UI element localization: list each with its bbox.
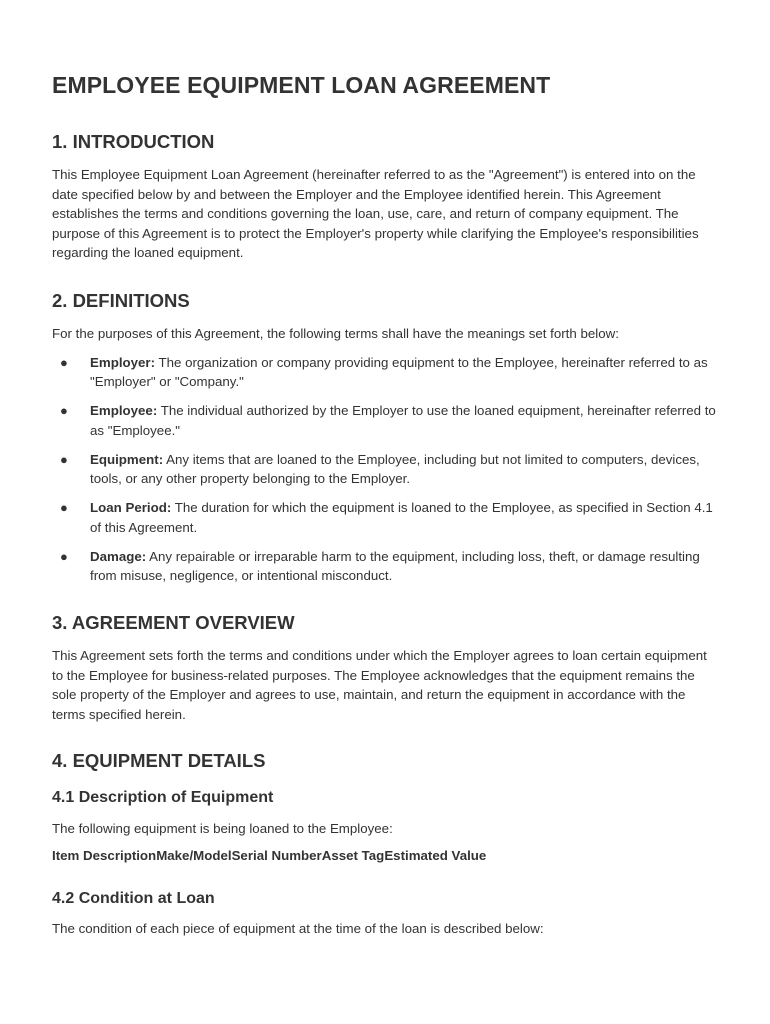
document-page	[52, 68, 720, 938]
definition-term: Employer:	[90, 354, 156, 370]
definition-term: Damage:	[90, 548, 147, 564]
section-body: This Employee Equipment Loan Agreement (hereinafter referred to as the "Agreement") is entered into on the date specified below by and between the Employer and the Employee identified herein. This Agreement establishes the terms and conditions governing the loan, use, care, and return of company equipment. The purpose of this Agreement is to protect the Employer's property while clarifying the Employee's responsibilities regarding the loaned equipment.	[52, 167, 699, 261]
bullet-icon: ●	[60, 451, 68, 467]
section-heading: 4. EQUIPMENT DETAILS	[52, 750, 266, 772]
section-heading: 3. AGREEMENT OVERVIEW	[52, 612, 295, 634]
section-lead: For the purposes of this Agreement, the following terms shall have the meanings set forth below:	[52, 325, 619, 341]
list-item	[52, 498, 720, 537]
equipment-table-header	[52, 846, 720, 866]
column-header: Make/Model	[156, 848, 232, 864]
document-title: EMPLOYEE EQUIPMENT LOAN AGREEMENT	[52, 72, 551, 98]
definition-text: The organization or company providing equipment to the Employee, hereinafter referred to as "Employer" or "Company."	[90, 354, 708, 390]
definition-text: Any items that are loaned to the Employee, including but not limited to computers, devices, tools, or any other property belonging to the Employer.	[90, 451, 700, 487]
definition-term: Employee:	[90, 403, 158, 419]
section-heading: 2. DEFINITIONS	[52, 289, 190, 311]
list-item	[52, 353, 720, 392]
column-header: Serial Number	[231, 848, 322, 864]
section-definitions	[52, 288, 720, 586]
section-body: This Agreement sets forth the terms and conditions under which the Employer agrees to loan certain equipment to the Employee for business-related purposes. The Employee acknowledges that the equipment remains the sole property of the Employer and agrees to use, maintain, and return the equipment in accordance with the terms specified herein.	[52, 648, 707, 722]
subsection-lead: The following equipment is being loaned to the Employee:	[52, 821, 393, 837]
bullet-icon: ●	[60, 548, 68, 564]
definition-term: Equipment:	[90, 451, 164, 467]
section-equipment-details	[52, 748, 720, 938]
section-agreement-overview	[52, 610, 720, 724]
definition-text: Any repairable or irreparable harm to the equipment, including loss, theft, or damage resulting from misuse, negligence, or intentional misconduct.	[90, 548, 700, 584]
list-item	[52, 547, 720, 586]
subsection-heading: 4.1 Description of Equipment	[52, 789, 274, 807]
definitions-list	[52, 353, 720, 587]
subsection-heading: 4.2 Condition at Loan	[52, 889, 215, 907]
bullet-icon: ●	[60, 403, 68, 419]
section-introduction	[52, 129, 720, 263]
list-item	[52, 401, 720, 440]
column-header: Estimated Value	[384, 848, 487, 864]
section-heading: 1. INTRODUCTION	[52, 131, 215, 152]
column-header: Item Description	[52, 848, 157, 864]
bullet-icon: ●	[60, 354, 68, 370]
subsection-condition	[52, 888, 720, 939]
definition-term: Loan Period:	[90, 500, 172, 516]
bullet-icon: ●	[60, 500, 68, 516]
column-header: Asset Tag	[321, 848, 385, 864]
list-item	[52, 450, 720, 489]
definition-text: The duration for which the equipment is loaned to the Employee, as specified in Section 4.1 of this Agreement.	[90, 500, 713, 535]
subsection-lead: The condition of each piece of equipment at the time of the loan is described below:	[52, 920, 544, 936]
definition-text: The individual authorized by the Employer to use the loaned equipment, hereinafter referred to as "Employee."	[90, 403, 716, 438]
